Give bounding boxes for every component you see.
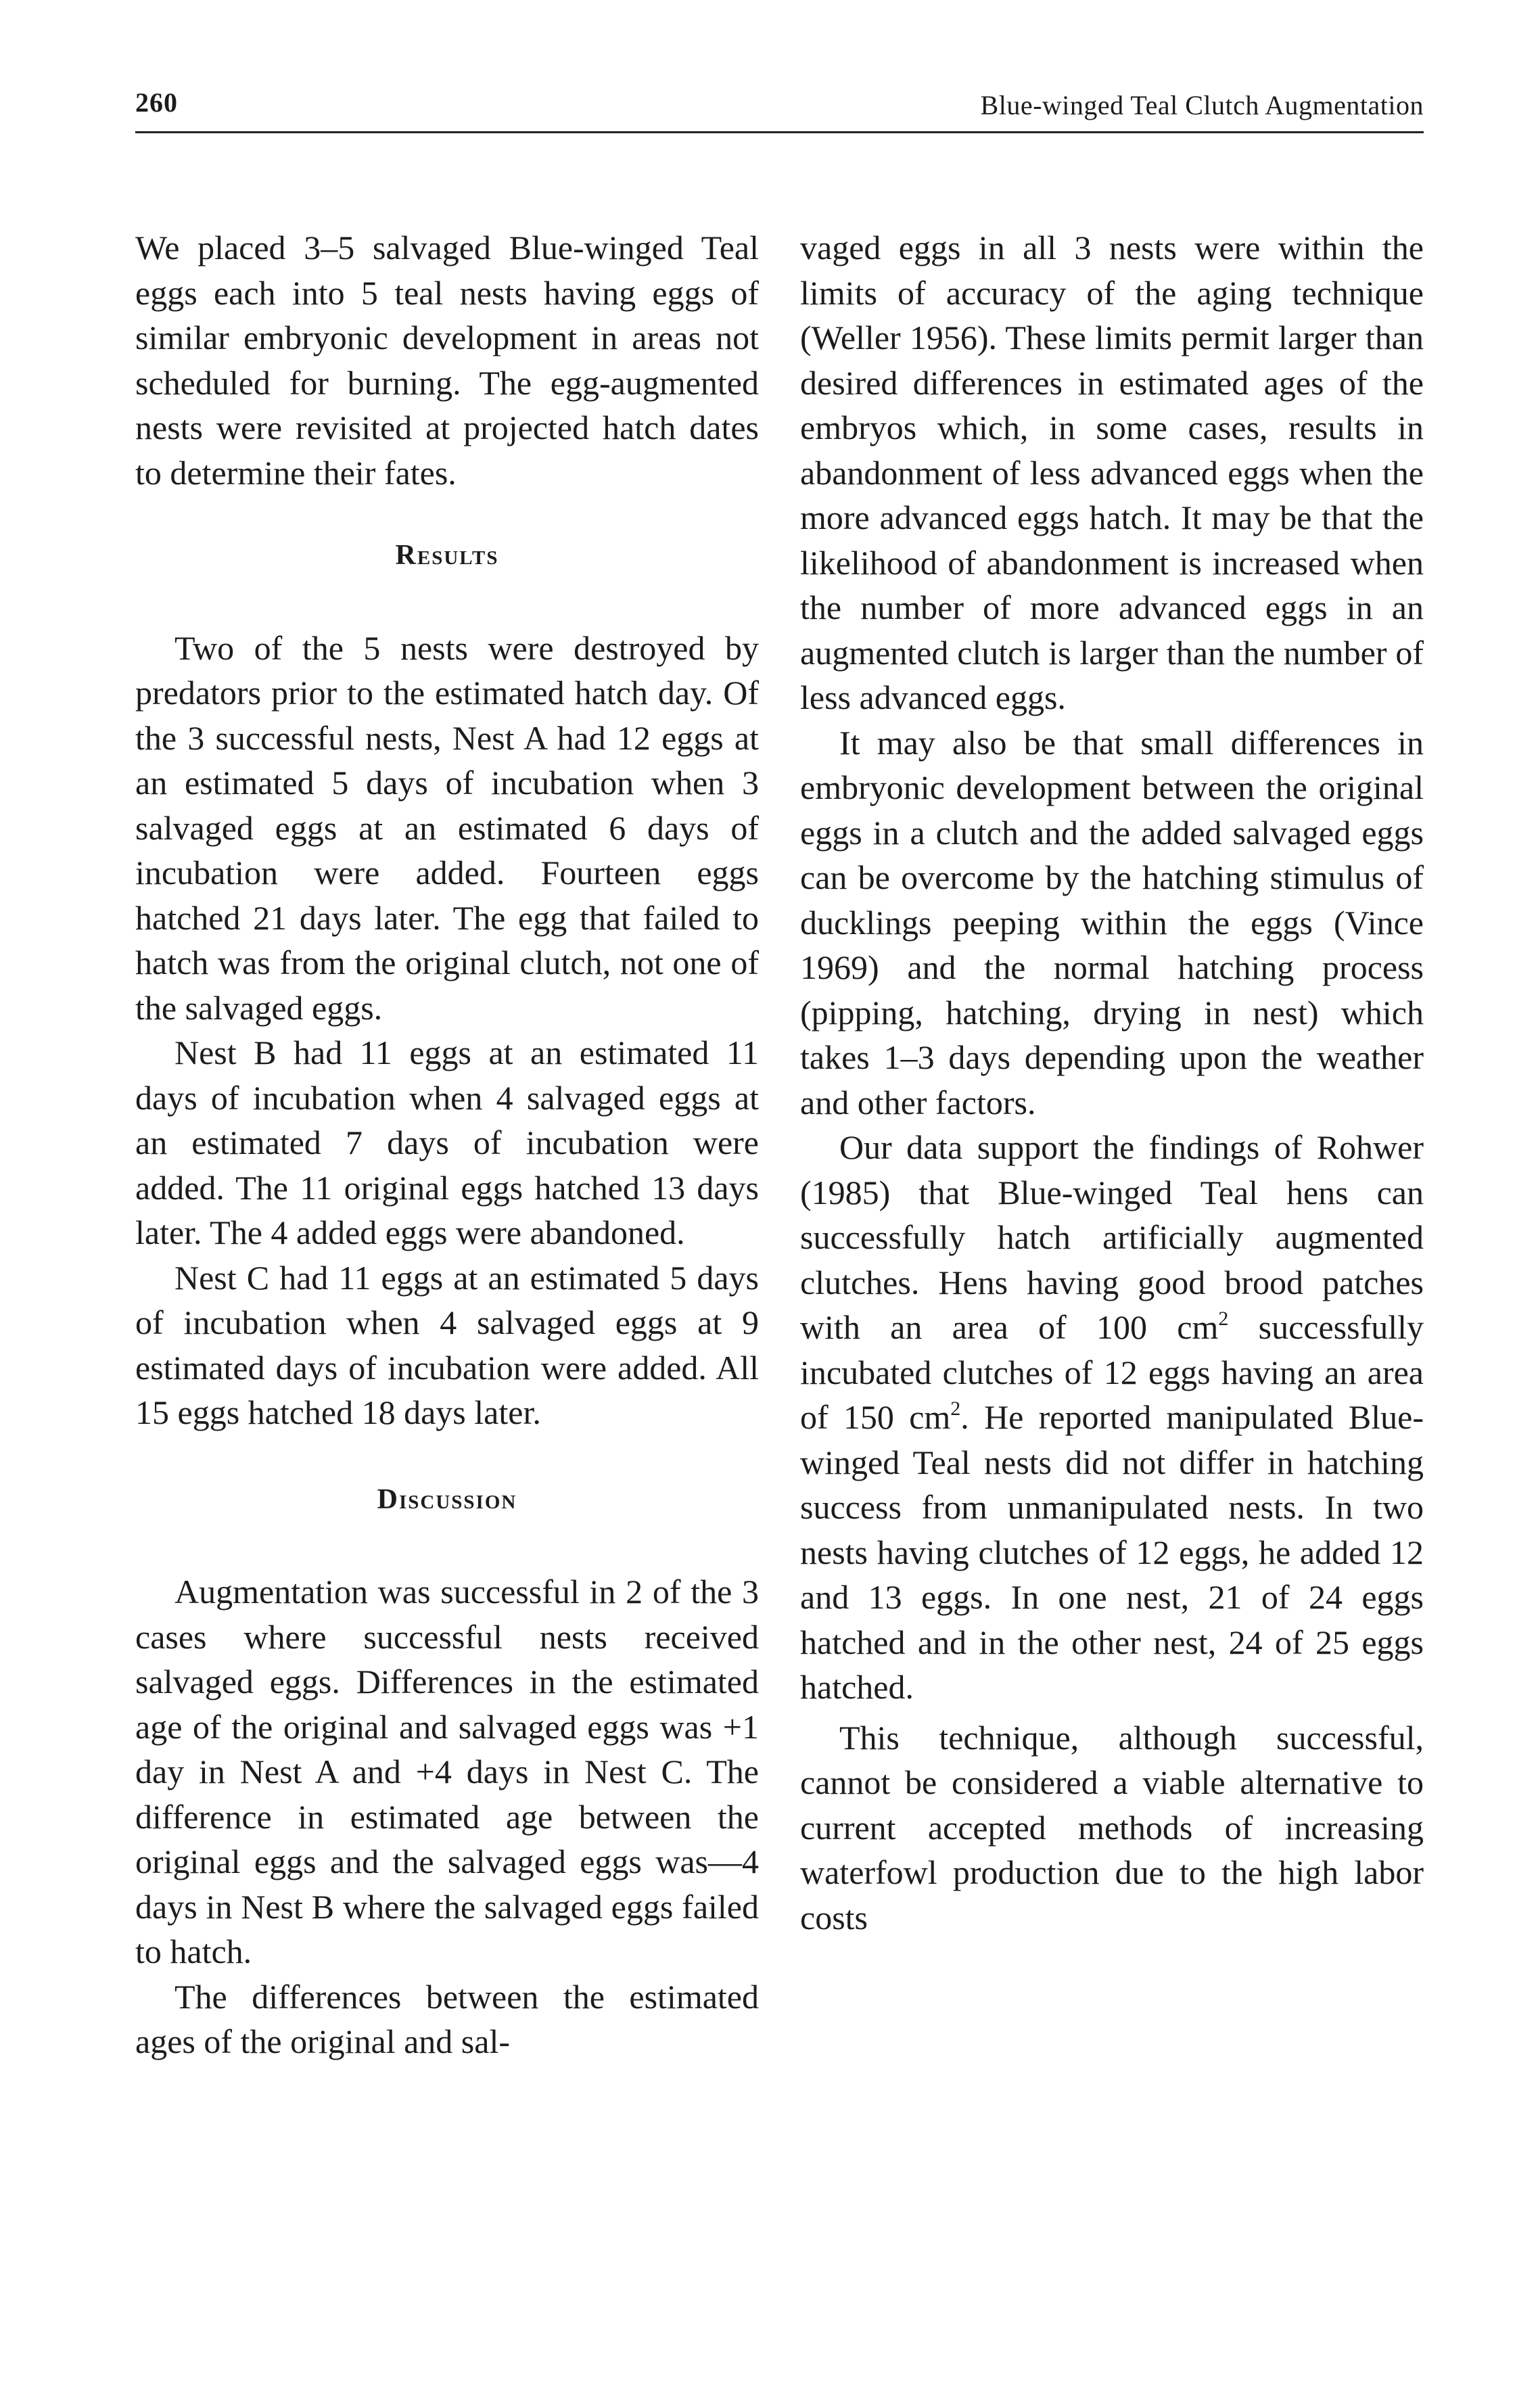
discussion-paragraph-1: Augmentation was successful in 2 of the 3 cases where successful nests received salvaged eggs. Differences in the estimated age of the original and salvaged eggs was +1 day in Nest A and +4 days in Nest C. The difference in estimated age between the original eggs and the salvaged eggs was—4 days in Nest B where the salvaged eggs failed to hatch. xyxy=(135,1573,759,1970)
running-title: Blue-winged Teal Clutch Augmentation xyxy=(980,90,1424,120)
superscript: 2 xyxy=(950,1397,961,1420)
page-header xyxy=(135,87,1424,133)
paragraph-text: successfully incubated clutches of 12 eggs having an area of 150 cm xyxy=(800,1308,1424,1436)
discussion-heading: Discussion xyxy=(377,1483,517,1515)
page-number: 260 xyxy=(135,87,178,118)
results-heading: Results xyxy=(395,540,499,571)
results-paragraph-nest-b: Nest B had 11 eggs at an estimated 11 days of incubation when 4 salvaged eggs at an estimated 7 days of incubation were added. The 11 original eggs hatched 13 days later. The 4 added eggs were abandoned. xyxy=(135,1034,759,1251)
methods-paragraph: We placed 3–5 salvaged Blue-winged Teal eggs each into 5 teal nests having eggs of similar embryonic development in areas not scheduled for burning. The egg-augmented nests were revisited at projected hatch dates to determine their fates. xyxy=(135,229,759,492)
results-paragraph-nest-c: Nest C had 11 eggs at an estimated 5 days of incubation when 4 salvaged eggs at 9 estimated days of incubation were added. All 15 eggs hatched 18 days later. xyxy=(135,1258,759,1431)
results-paragraph-1: Two of the 5 nests were destroyed by predators prior to the estimated hatch day. Of the 3 successful nests, Nest A had 12 eggs at an estimated 5 days of incubation when 3 salvaged eggs at an estimated 6 days of incubation were added. Fourteen eggs hatched 21 days later. The egg that failed to hatch was from the original clutch, not one of the salvaged eggs. xyxy=(135,628,759,1027)
discussion-paragraph-3: It may also be that small differences in embryonic development between the original eggs in a clutch and the added salvaged eggs can be overcome by the hatching stimulus of ducklings peeping within the eggs (Vince 1969) and the normal hatching process (pipping, hatching, drying in nest) which takes 1–3 days depending upon the weather and other factors. xyxy=(800,723,1424,1121)
superscript: 2 xyxy=(1218,1307,1229,1330)
paragraph-text: . He reported manipulated Blue-winged Teal nests did not differ in hatching success from unmanipulated nests. In two nests having clutches of 12 eggs, he added 12 and 13 eggs. In one nest, 21 of 24 eggs hatched and in the other nest, 24 of 25 eggs hatched. xyxy=(800,1398,1424,1706)
right-column xyxy=(800,225,1424,1940)
left-column xyxy=(135,225,759,2064)
discussion-paragraph-4 xyxy=(800,1125,1424,1710)
paragraph-text: Our data support the findings of Rohwer (1985) that Blue-winged Teal hens can successfully hatch artificially augmented clutches. Hens having good brood patches with an area of 100 cm xyxy=(800,1128,1424,1346)
discussion-paragraph-5: This technique, although successful, cannot be considered a viable alternative to current accepted methods of increasing waterfowl production due to the high labor costs xyxy=(800,1718,1424,1937)
discussion-paragraph-2-start: The differences between the estimated ages of the original and sal- xyxy=(135,1977,759,2060)
discussion-paragraph-2-continued: vaged eggs in all 3 nests were within the limits of accuracy of the aging technique (Weller 1956). These limits permit larger than desired differences in estimated ages of the embryos which, in some cases, results in abandonment of less advanced eggs when the more advanced eggs hatch. It may be that the likelihood of abandonment is increased when the number of more advanced eggs in an augmented clutch is larger than the number of less advanced eggs. xyxy=(800,229,1424,716)
